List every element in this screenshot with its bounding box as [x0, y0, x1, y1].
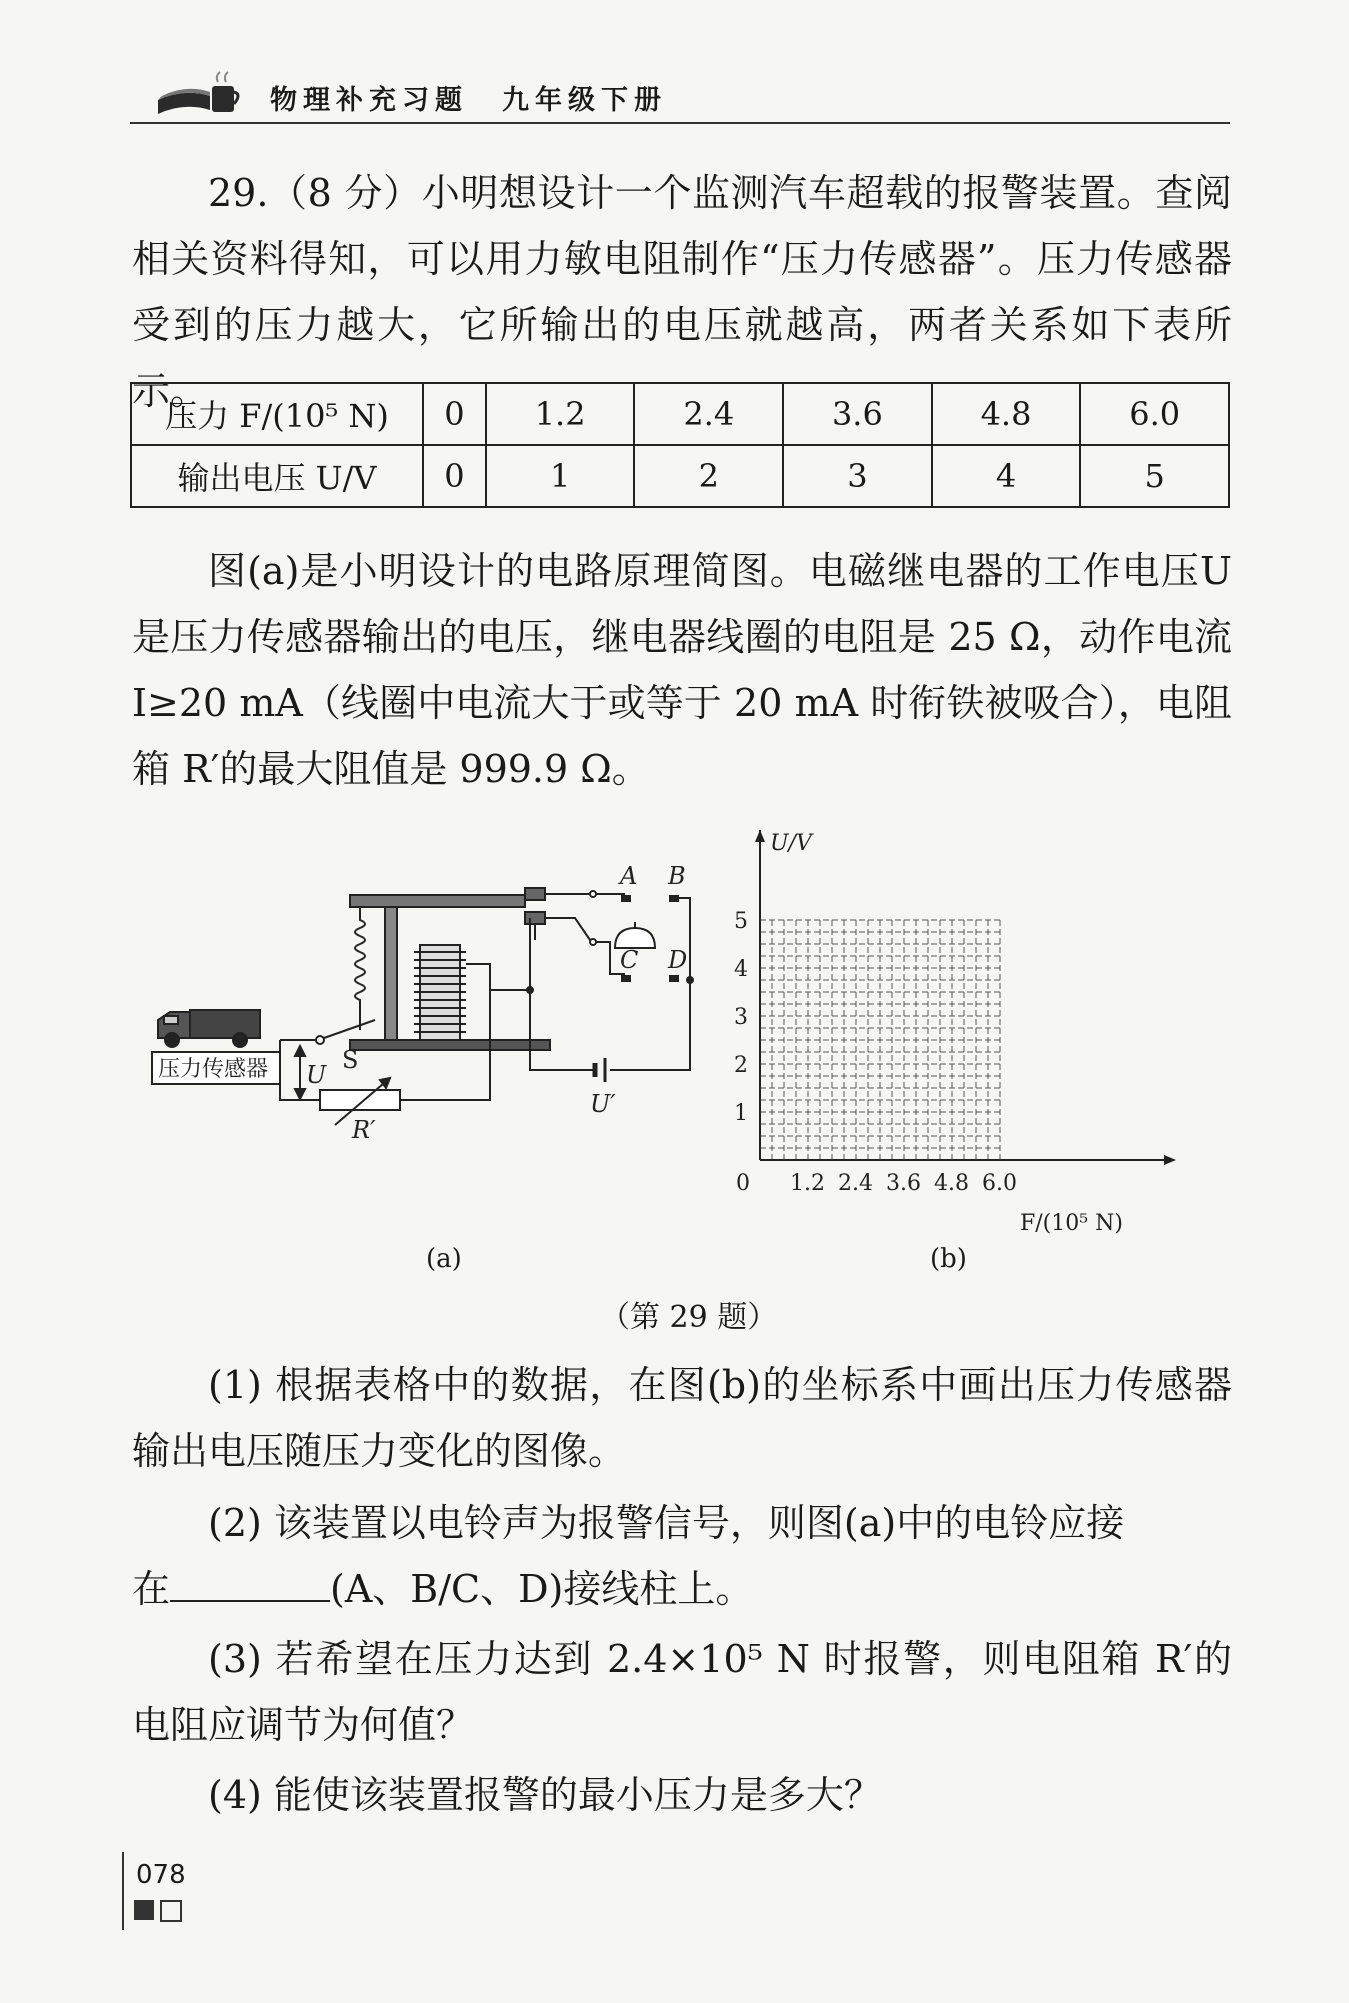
page-header: [150, 62, 1230, 126]
table-cell: 3.6: [783, 383, 932, 445]
x-tick-label: 2.4: [838, 1171, 873, 1196]
x-tick-label: 4.8: [934, 1171, 969, 1196]
table-cell: 3: [783, 445, 932, 507]
y-axis-label: U/V: [770, 831, 812, 856]
table-cell: 0: [423, 383, 486, 445]
x-axis-label: F/(10⁵ N): [1020, 1211, 1123, 1236]
row-header: 输出电压 U/V: [131, 445, 423, 507]
terminal-b-label: B: [668, 862, 686, 890]
graph-grid: [730, 830, 1190, 1250]
grade-title: 九年级下册: [502, 85, 667, 116]
table-cell: 6.0: [1080, 383, 1229, 445]
contact-bottom: [525, 912, 545, 924]
filled-square-icon: [134, 1900, 154, 1920]
y-tick-label: 1: [734, 1101, 748, 1126]
resistor-label: R′: [352, 1116, 376, 1144]
table-cell: 5: [1080, 445, 1229, 507]
question-3: (3) 若希望在压力达到 2.4×10⁵ N 时报警，则电阻箱 R′的电阻应调节为何值？: [132, 1637, 1232, 1747]
table-cell: 4: [932, 445, 1081, 507]
figure-b-caption: (b): [930, 1244, 967, 1274]
answer-blank[interactable]: [170, 1564, 330, 1602]
book-title: 物理补充习题: [270, 85, 468, 116]
terminal-d-label: D: [668, 946, 688, 974]
contact-top: [525, 888, 545, 900]
table-row: [131, 383, 1229, 445]
problem-intro: 29.（8 分）小明想设计一个监测汽车超载的报警装置。查阅相关资料得知，可以用力敏电阻制作“压力传感器”。压力传感器受到的压力越大，它所输出的电压就越高，两者关系如下表所示。: [132, 171, 1232, 413]
bell-icon: [615, 928, 655, 948]
table-row: [131, 445, 1229, 507]
circuit-diagram: [158, 840, 790, 1200]
spring: [355, 900, 365, 1030]
x-tick-label: 1.2: [790, 1171, 825, 1196]
figure-a-caption: (a): [426, 1244, 462, 1274]
table-cell: 0: [423, 445, 486, 507]
switch-label: S: [342, 1046, 359, 1074]
x-tick-label: 0: [736, 1171, 750, 1196]
terminal-a-label: A: [620, 862, 638, 890]
header-rule: [130, 122, 1230, 124]
table-cell: 4.8: [932, 383, 1081, 445]
y-tick-label: 3: [734, 1005, 748, 1030]
table-cell: 1: [486, 445, 635, 507]
sensor-label: 压力传感器: [158, 1057, 269, 1082]
book-and-cup-icon: [154, 66, 244, 124]
page-number: 078: [136, 1860, 186, 1890]
row-header: 压力 F/(10⁵ N): [131, 383, 423, 445]
relay-base: [350, 1040, 550, 1050]
empty-square-icon: [160, 1900, 182, 1922]
footer-bar: [122, 1852, 124, 1930]
table-cell: 2: [634, 445, 783, 507]
table-cell: 1.2: [486, 383, 635, 445]
terminal-c-label: C: [620, 946, 639, 974]
voltage-label: U: [306, 1061, 327, 1089]
question-2: (2) 该装置以电铃声为报警信号，则图(a)中的电铃应接 在 (A、B/C、D)接线柱上。: [132, 1501, 1125, 1611]
armature: [350, 895, 525, 907]
y-tick-label: 2: [734, 1053, 748, 1078]
data-table: [130, 382, 1230, 508]
armature-post: [385, 900, 397, 1040]
y-axis-arrow: [755, 830, 765, 842]
x-tick-label: 3.6: [886, 1171, 921, 1196]
table-cell: 2.4: [634, 383, 783, 445]
resistor-box: [320, 1090, 400, 1110]
x-tick-label: 6.0: [982, 1171, 1017, 1196]
y-tick-label: 5: [734, 909, 748, 934]
header-title: [270, 78, 701, 117]
question-4: (4) 能使该装置报警的最小压力是多大？: [208, 1773, 882, 1817]
figure-caption: （第 29 题）: [600, 1300, 778, 1335]
problem-description: 图(a)是小明设计的电路原理简图。电磁继电器的工作电压U 是压力传感器输出的电压，继电器线圈的电阻是 25 Ω，动作电流 I≥20 mA（线圈中电流大于或等于 20 mA 时衔铁被吸合），电阻箱 R′的最大阻值是 999.9 Ω。: [132, 549, 1232, 791]
truck-icon: [158, 1010, 260, 1047]
question-1: (1) 根据表格中的数据，在图(b)的坐标系中画出压力传感器输出电压随压力变化的图像。: [132, 1363, 1232, 1473]
y-tick-label: 4: [734, 957, 748, 982]
x-axis-arrow: [1164, 1155, 1176, 1165]
battery-label: U′: [590, 1090, 616, 1118]
